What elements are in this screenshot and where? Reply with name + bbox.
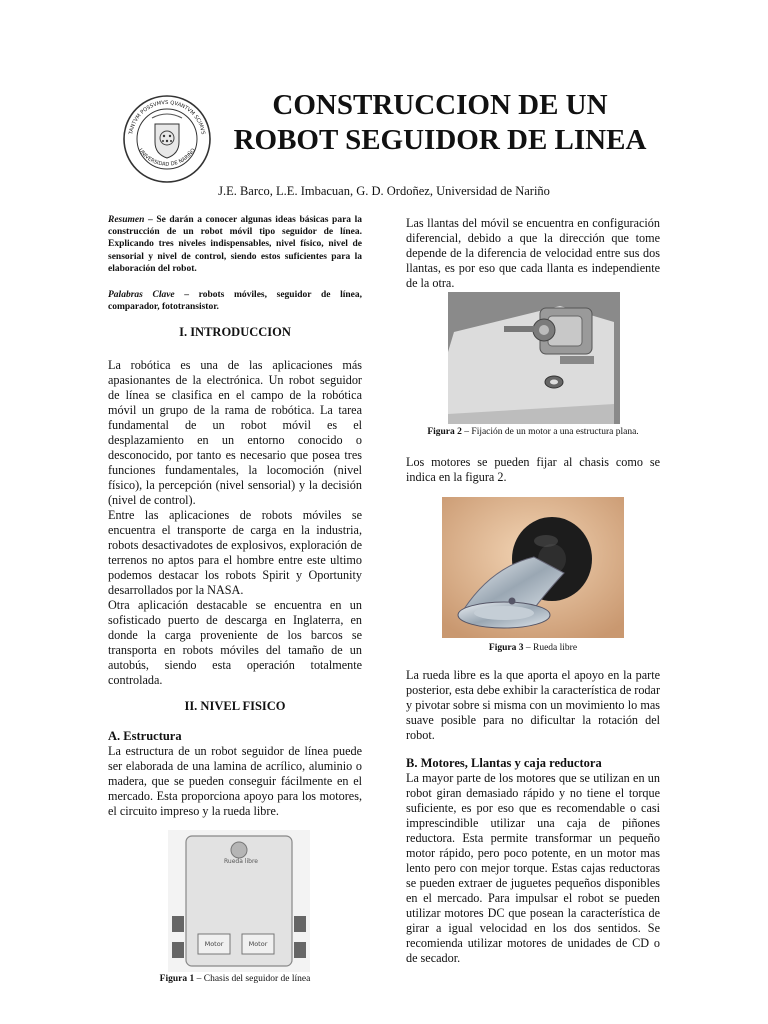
figure-1-motor-left-label: Motor [204, 940, 224, 948]
seal-motto-text: TANTVM POSSVMVS QVANTVM SCIMVS [128, 99, 206, 135]
figure-2-label: Figura 2 [427, 427, 462, 437]
figure-2-motor-photo [448, 292, 620, 424]
figure-2-text: – Fijación de un motor a una estructura plana. [461, 427, 639, 437]
caster-paragraph: La rueda libre es la que aporta el apoyo en la parte posterior, esta debe exhibir la característica de rodar y pivotar sobre si misma con un movimiento lo mas suave posible para no dificultar la rotación del robot. [406, 668, 660, 742]
figure-1-rueda-label: Rueda libre [224, 858, 258, 865]
figure-1-text: – Chasis del seguidor de línea [194, 974, 311, 984]
keywords-text: – robots móviles, seguidor de línea, comparador, fototransistor. [108, 290, 362, 313]
title-line-1: CONSTRUCCION DE UN [272, 89, 608, 121]
seal-university-text: UNIVERSIDAD DE NARIÑO [137, 147, 197, 168]
title-line-2: ROBOT SEGUIDOR DE LINEA [233, 124, 647, 156]
section-heading-fisico: II. NIVEL FISICO [184, 699, 286, 713]
figure-1-chassis-diagram [168, 830, 310, 972]
wheels-paragraph: Las llantas del móvil se encuentra en configuración diferencial, debido a que la dirección que tome depende de la diferencia de velocidad entre sus dos llantas, es por eso que cada llanta es independiente de la otra. [406, 216, 660, 290]
motores-paragraph: La mayor parte de los motores que se utilizan en un robot giran demasiado rápido y no tiene el torque suficiente, es por eso que es recomendable o casi imprescindible utilizar una caja de piñones reductora. Esta permite transformar un pequeño motor rápido, pero poco potente, en un motor mas lento pero con mejor torque. Estas cajas reductoras se pueden extraer de juguetes pequeños disponibles en el mercado. Para impulsar el robot se pueden utilizar motores DC que posean la característica de girar a igual velocidad en los dos sentidos. Se recomienda utilizar motores de unidades de CD o de secador. [406, 771, 660, 965]
paper-title [200, 88, 680, 158]
university-seal-logo [122, 94, 212, 184]
keywords [108, 289, 362, 313]
motors-fix-paragraph: Los motores se pueden fijar al chasis como se indica en la figura 2. [406, 455, 660, 484]
intro-paragraph-1: La robótica es una de las aplicaciones más apasionantes de la electrónica. Un robot seguidor de línea se clasifica en el campo de la robótica móvil un grupo de la rama de robótica. La tarea fundamental de un robot móvil es el desplazamiento en un entorno conocido o desconocido, por tanto es necesario que posea tres funciones fundamentales, la locomoción (nivel físico), la percepción (nivel sensorial) y la decisión (nivel de control). [108, 358, 362, 507]
intro-body [108, 358, 362, 688]
abstract-text: – Se darán a conocer algunas ideas básicas para la construcción de un robot móvil tipo seguidor de línea. Explicando tres niveles indispensables, nivel físico, nivel de sensorial y nivel de control, siendo estos suficientes para la elaboración del robot. [108, 215, 362, 274]
figure-2-caption [406, 427, 660, 437]
estructura-paragraph: La estructura de un robot seguidor de línea puede ser elaborada de una lamina de acrílico, aluminio o madera, que se pueden conseguir fácilmente en el mercado. Esta proporciona apoyo para los motores, el circuito impreso y la rueda libre. [108, 744, 362, 818]
intro-paragraph-2: Entre las aplicaciones de robots móviles se encuentra el transporte de carga en la industria, robots desactivadotes de explosivos, exploración de terrenos no aptos para el hombre entre este ultimo podemos destacar los robots Spirit y Oportunity desarrollados por la NASA. [108, 508, 362, 597]
figure-3-caption [406, 643, 660, 653]
keywords-label: Palabras Clave [108, 290, 175, 300]
figure-1-motor-right-label: Motor [248, 940, 268, 948]
figure-3-caster-wheel-photo [442, 497, 624, 638]
figure-1-label: Figura 1 [159, 974, 195, 984]
subsection-heading-estructura: A. Estructura [108, 729, 182, 743]
intro-paragraph-3: Otra aplicación destacable se encuentra en un sofisticado puerto de descarga en Inglaterra, en donde la carga proveniente de los barcos se transporta en robots móviles del tamaño de un autobús, siendo esta operación totalmente controlada. [108, 598, 362, 687]
figure-3-label: Figura 3 [488, 643, 524, 653]
authors-line: J.E. Barco, L.E. Imbacuan, G. D. Ordoñez, Universidad de Nariño [218, 184, 550, 198]
section-heading-intro: I. INTRODUCCION [179, 325, 291, 339]
figure-3-text: – Rueda libre [523, 643, 578, 653]
abstract-label: Resumen [108, 215, 145, 225]
abstract [108, 214, 362, 275]
figure-1-caption [108, 974, 362, 984]
subsection-heading-motores: B. Motores, Llantas y caja reductora [406, 756, 602, 770]
